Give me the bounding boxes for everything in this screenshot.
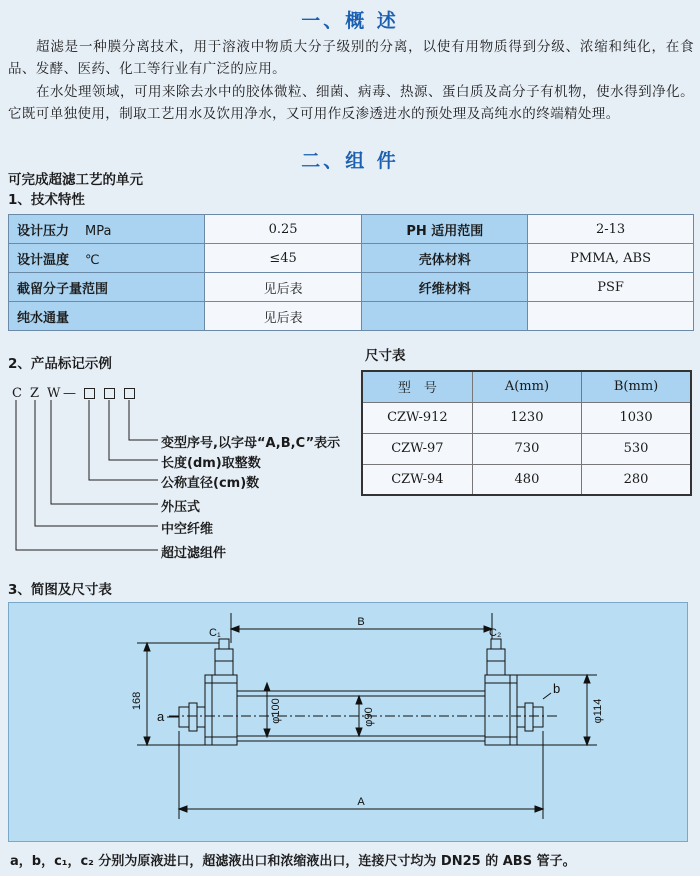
size-cell: 730	[472, 433, 581, 464]
marking-label-hollow-fiber: 中空纤维	[161, 522, 214, 537]
spec-label: 壳体材料	[362, 244, 528, 273]
size-header-cell: B(mm)	[582, 371, 691, 402]
marking-label-variant: 变型序号,以字母“A,B,C”表示	[161, 436, 341, 451]
ultrafiltration-module-diagram	[9, 603, 689, 843]
marking-label-length: 长度(dm)取整数	[161, 456, 261, 471]
spec-value: 2-13	[528, 215, 694, 244]
marking-leader-lines	[0, 400, 170, 560]
code-letter: Z	[30, 386, 40, 401]
port-label-a: a	[157, 709, 165, 724]
components-subtitle: 可完成超滤工艺的单元	[8, 172, 143, 188]
spec-label: 设计温度 ℃	[9, 244, 205, 273]
diagram-footnote: a，b，c₁，c₂ 分别为原液进口，超滤液出口和浓缩液出口，连接尺寸均为 DN25 的 ABS 管子。	[10, 854, 576, 869]
code-box	[124, 388, 135, 399]
tech-heading: 1、技术特性	[8, 192, 85, 208]
spec-row	[9, 273, 694, 302]
size-cell: 480	[472, 464, 581, 495]
table-row	[362, 433, 691, 464]
overview-paragraph-1: 超滤是一种膜分离技术，用于溶液中物质大分子级别的分离，以使有用物质得到分级、浓缩和纯化，在食品、发酵、医药、化工等行业有广泛的应用。	[8, 39, 694, 77]
marking-label-diameter: 公称直径(cm)数	[161, 476, 260, 491]
table-row	[362, 464, 691, 495]
code-box	[84, 388, 95, 399]
size-cell: CZW-97	[362, 433, 472, 464]
spec-row	[9, 215, 694, 244]
marking-heading: 2、产品标记示例	[8, 356, 112, 372]
spec-value: 0.25	[204, 215, 362, 244]
dim-label-168: 168	[131, 691, 143, 711]
overview-paragraph-2: 在水处理领域，可用来除去水中的胶体微粒、细菌、病毒、热源、蛋白质及高分子有机物，使水得到净化。它既可单独使用，制取工艺用水及饮用净水，又可用作反渗透进水的预处理及高纯水的终端精处理。	[8, 84, 694, 122]
dim-label-phi90: φ90	[363, 707, 375, 727]
spec-value: 见后表	[204, 273, 362, 302]
marking-label-ultrafiltration: 超过滤组件	[161, 546, 227, 561]
size-table-header	[362, 371, 691, 402]
code-dash: —	[63, 386, 76, 401]
spec-label: 设计压力 MPa	[9, 215, 205, 244]
dim-label-phi100: φ100	[270, 698, 282, 724]
size-cell: 1030	[582, 402, 691, 433]
spec-value: PMMA, ABS	[528, 244, 694, 273]
spec-label	[362, 302, 528, 331]
spec-value: PSF	[528, 273, 694, 302]
spec-value: 见后表	[204, 302, 362, 331]
size-cell: CZW-912	[362, 402, 472, 433]
size-table-title: 尺寸表	[365, 348, 406, 364]
tech-spec-table	[8, 214, 694, 331]
port-label-b: b	[553, 681, 561, 696]
dim-label-B: B	[357, 616, 365, 628]
size-cell: 530	[582, 433, 691, 464]
dim-label-phi114: φ114	[592, 698, 604, 724]
spec-value	[528, 302, 694, 331]
size-cell: CZW-94	[362, 464, 472, 495]
spec-row	[9, 302, 694, 331]
marking-label-external: 外压式	[161, 500, 201, 515]
code-box	[104, 388, 115, 399]
spec-label: 纤维材料	[362, 273, 528, 302]
dim-label-A: A	[357, 796, 365, 808]
size-cell: 280	[582, 464, 691, 495]
spec-row	[9, 244, 694, 273]
size-table	[361, 370, 692, 496]
port-label-c1: C₁	[209, 627, 221, 639]
section-title-overview: 一、概 述	[301, 10, 399, 32]
diagram-heading: 3、简图及尺寸表	[8, 582, 112, 598]
table-row	[362, 402, 691, 433]
code-letter: C	[12, 386, 22, 401]
port-label-c2: C₂	[489, 627, 502, 639]
size-header-cell: A(mm)	[472, 371, 581, 402]
code-letter: W	[47, 386, 61, 401]
size-header-cell: 型 号	[362, 371, 472, 402]
size-cell: 1230	[472, 402, 581, 433]
spec-label: 纯水通量	[9, 302, 205, 331]
spec-label: 截留分子量范围	[9, 273, 205, 302]
section-title-components: 二、组 件	[301, 150, 399, 172]
spec-value: ≤45	[204, 244, 362, 273]
diagram-panel	[8, 602, 688, 842]
spec-label: PH 适用范围	[362, 215, 528, 244]
